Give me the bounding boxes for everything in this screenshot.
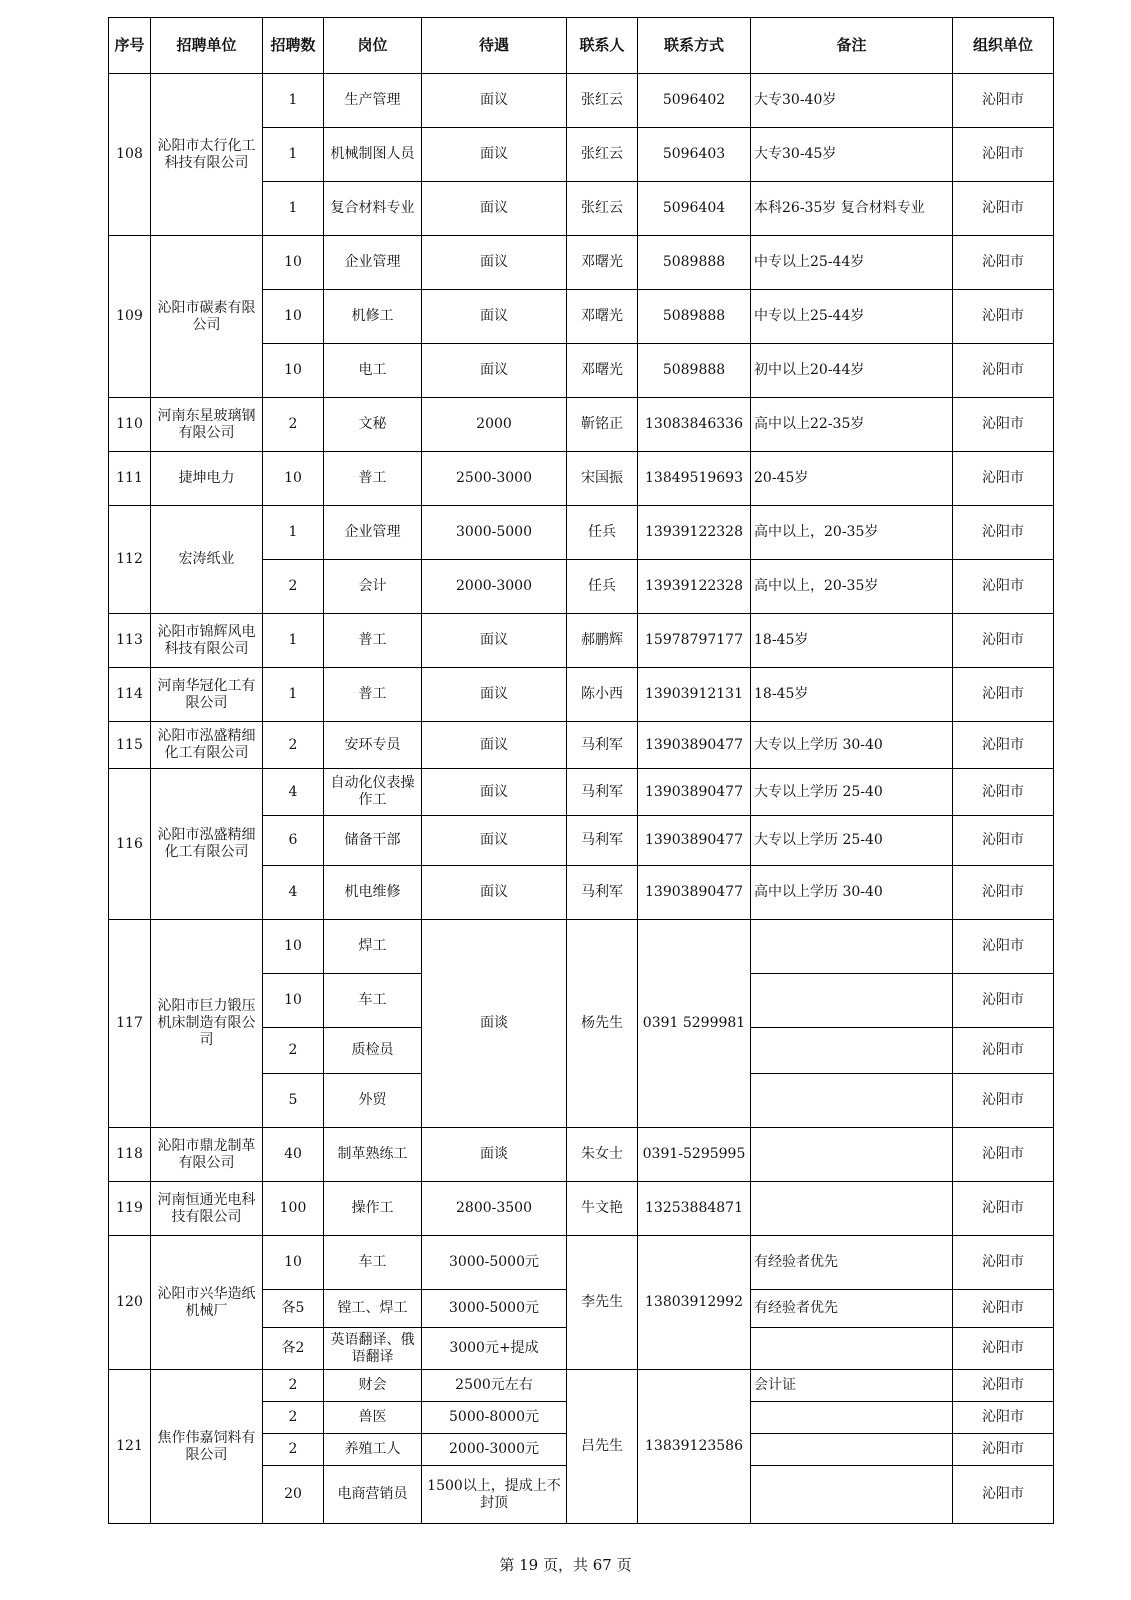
remarks: 大专30-40岁 bbox=[751, 74, 953, 128]
remarks: 高中以上22-35岁 bbox=[751, 398, 953, 452]
contact-person: 宋国振 bbox=[567, 452, 638, 506]
contact-phone: 5089888 bbox=[638, 290, 751, 344]
organizer: 沁阳市 bbox=[953, 452, 1054, 506]
remarks bbox=[751, 1434, 953, 1466]
hire-count: 6 bbox=[263, 816, 324, 866]
salary: 1500以上，提成上不封顶 bbox=[422, 1466, 567, 1524]
organizer: 沁阳市 bbox=[953, 398, 1054, 452]
salary: 面议 bbox=[422, 816, 567, 866]
salary: 2000-3000元 bbox=[422, 1434, 567, 1466]
hire-count: 20 bbox=[263, 1466, 324, 1524]
position-name: 电工 bbox=[324, 344, 422, 398]
hire-count: 各5 bbox=[263, 1290, 324, 1328]
contact-phone: 13939122328 bbox=[638, 560, 751, 614]
table-row bbox=[109, 398, 1054, 452]
salary: 2500元左右 bbox=[422, 1370, 567, 1402]
hire-count: 1 bbox=[263, 614, 324, 668]
col-post-header: 岗位 bbox=[324, 18, 422, 74]
page-footer: 第 19 页，共 67 页 bbox=[499, 1556, 632, 1574]
position-name: 机修工 bbox=[324, 290, 422, 344]
salary: 面议 bbox=[422, 236, 567, 290]
contact-person: 牛文艳 bbox=[567, 1182, 638, 1236]
row-number: 121 bbox=[109, 1370, 151, 1524]
organizer: 沁阳市 bbox=[953, 1074, 1054, 1128]
organizer: 沁阳市 bbox=[953, 1370, 1054, 1402]
remarks: 大专以上学历 25-40 bbox=[751, 816, 953, 866]
remarks: 有经验者优先 bbox=[751, 1290, 953, 1328]
organizer: 沁阳市 bbox=[953, 506, 1054, 560]
organizer: 沁阳市 bbox=[953, 866, 1054, 920]
hire-count: 10 bbox=[263, 920, 324, 974]
salary: 面议 bbox=[422, 182, 567, 236]
organizer: 沁阳市 bbox=[953, 344, 1054, 398]
hire-count: 2 bbox=[263, 1402, 324, 1434]
hire-count: 1 bbox=[263, 128, 324, 182]
company-name: 沁阳市兴华造纸机械厂 bbox=[151, 1236, 263, 1370]
remarks: 中专以上25-44岁 bbox=[751, 290, 953, 344]
organizer: 沁阳市 bbox=[953, 1328, 1054, 1370]
table-row bbox=[109, 769, 1054, 816]
contact-person: 邓曙光 bbox=[567, 236, 638, 290]
table-row bbox=[109, 920, 1054, 974]
position-name: 焊工 bbox=[324, 920, 422, 974]
hire-count: 40 bbox=[263, 1128, 324, 1182]
position-name: 文秘 bbox=[324, 398, 422, 452]
contact-phone: 5096402 bbox=[638, 74, 751, 128]
contact-person: 邓曙光 bbox=[567, 290, 638, 344]
contact-phone: 13903912131 bbox=[638, 668, 751, 722]
contact-phone: 13939122328 bbox=[638, 506, 751, 560]
salary: 面议 bbox=[422, 614, 567, 668]
position-name: 机械制图人员 bbox=[324, 128, 422, 182]
remarks: 中专以上25-44岁 bbox=[751, 236, 953, 290]
contact-phone: 13253884871 bbox=[638, 1182, 751, 1236]
table-row bbox=[109, 452, 1054, 506]
position-name: 生产管理 bbox=[324, 74, 422, 128]
company-name: 河南华冠化工有限公司 bbox=[151, 668, 263, 722]
salary: 面议 bbox=[422, 668, 567, 722]
col-no-header: 序号 bbox=[109, 18, 151, 74]
table-row bbox=[109, 1128, 1054, 1182]
hire-count: 4 bbox=[263, 866, 324, 920]
hire-count: 10 bbox=[263, 452, 324, 506]
remarks bbox=[751, 974, 953, 1028]
remarks: 高中以上，20-35岁 bbox=[751, 560, 953, 614]
remarks: 初中以上20-44岁 bbox=[751, 344, 953, 398]
contact-person: 马利军 bbox=[567, 769, 638, 816]
position-name: 企业管理 bbox=[324, 236, 422, 290]
contact-person: 朱女士 bbox=[567, 1128, 638, 1182]
table-row bbox=[109, 668, 1054, 722]
contact-phone: 0391-5295995 bbox=[638, 1128, 751, 1182]
position-name: 质检员 bbox=[324, 1028, 422, 1074]
remarks bbox=[751, 1182, 953, 1236]
organizer: 沁阳市 bbox=[953, 974, 1054, 1028]
contact-person: 郝鹏辉 bbox=[567, 614, 638, 668]
organizer: 沁阳市 bbox=[953, 290, 1054, 344]
remarks bbox=[751, 1128, 953, 1182]
salary: 3000元+提成 bbox=[422, 1328, 567, 1370]
position-name: 镗工、焊工 bbox=[324, 1290, 422, 1328]
organizer: 沁阳市 bbox=[953, 1290, 1054, 1328]
remarks bbox=[751, 920, 953, 974]
contact-phone: 5089888 bbox=[638, 236, 751, 290]
remarks: 高中以上，20-35岁 bbox=[751, 506, 953, 560]
salary: 面议 bbox=[422, 722, 567, 769]
hire-count: 2 bbox=[263, 722, 324, 769]
organizer: 沁阳市 bbox=[953, 1402, 1054, 1434]
remarks: 18-45岁 bbox=[751, 614, 953, 668]
position-name: 养殖工人 bbox=[324, 1434, 422, 1466]
salary: 面议 bbox=[422, 290, 567, 344]
contact-person: 张红云 bbox=[567, 128, 638, 182]
row-number: 116 bbox=[109, 769, 151, 920]
position-name: 企业管理 bbox=[324, 506, 422, 560]
hire-count: 2 bbox=[263, 1434, 324, 1466]
organizer: 沁阳市 bbox=[953, 1434, 1054, 1466]
salary: 面谈 bbox=[422, 920, 567, 1128]
remarks bbox=[751, 1328, 953, 1370]
hire-count: 1 bbox=[263, 182, 324, 236]
col-count-header: 招聘数 bbox=[263, 18, 324, 74]
row-number: 119 bbox=[109, 1182, 151, 1236]
contact-phone: 5096403 bbox=[638, 128, 751, 182]
remarks bbox=[751, 1074, 953, 1128]
hire-count: 2 bbox=[263, 560, 324, 614]
position-name: 制革熟练工 bbox=[324, 1128, 422, 1182]
contact-phone: 15978797177 bbox=[638, 614, 751, 668]
contact-phone: 13849519693 bbox=[638, 452, 751, 506]
position-name: 会计 bbox=[324, 560, 422, 614]
remarks: 20-45岁 bbox=[751, 452, 953, 506]
organizer: 沁阳市 bbox=[953, 128, 1054, 182]
remarks: 有经验者优先 bbox=[751, 1236, 953, 1290]
row-number: 115 bbox=[109, 722, 151, 769]
salary: 3000-5000元 bbox=[422, 1236, 567, 1290]
contact-phone: 13903890477 bbox=[638, 722, 751, 769]
remarks bbox=[751, 1466, 953, 1524]
contact-phone: 13083846336 bbox=[638, 398, 751, 452]
salary: 2000-3000 bbox=[422, 560, 567, 614]
contact-person: 张红云 bbox=[567, 182, 638, 236]
hire-count: 各2 bbox=[263, 1328, 324, 1370]
contact-phone: 5096404 bbox=[638, 182, 751, 236]
contact-person: 吕先生 bbox=[567, 1370, 638, 1524]
position-name: 车工 bbox=[324, 1236, 422, 1290]
contact-person: 马利军 bbox=[567, 866, 638, 920]
organizer: 沁阳市 bbox=[953, 236, 1054, 290]
position-name: 储备干部 bbox=[324, 816, 422, 866]
salary: 2800-3500 bbox=[422, 1182, 567, 1236]
contact-person: 张红云 bbox=[567, 74, 638, 128]
row-number: 120 bbox=[109, 1236, 151, 1370]
company-name: 沁阳市泓盛精细化工有限公司 bbox=[151, 769, 263, 920]
contact-phone: 13903890477 bbox=[638, 769, 751, 816]
contact-person: 李先生 bbox=[567, 1236, 638, 1370]
contact-phone: 13903890477 bbox=[638, 816, 751, 866]
hire-count: 10 bbox=[263, 344, 324, 398]
row-number: 117 bbox=[109, 920, 151, 1128]
position-name: 兽医 bbox=[324, 1402, 422, 1434]
table-row bbox=[109, 1236, 1054, 1290]
col-pay-header: 待遇 bbox=[422, 18, 567, 74]
remarks: 本科26-35岁 复合材料专业 bbox=[751, 182, 953, 236]
company-name: 河南恒通光电科技有限公司 bbox=[151, 1182, 263, 1236]
position-name: 英语翻译、俄语翻译 bbox=[324, 1328, 422, 1370]
row-number: 112 bbox=[109, 506, 151, 614]
company-name: 沁阳市泓盛精细化工有限公司 bbox=[151, 722, 263, 769]
table-row bbox=[109, 506, 1054, 560]
contact-phone: 5089888 bbox=[638, 344, 751, 398]
remarks: 会计证 bbox=[751, 1370, 953, 1402]
company-name: 沁阳市锦辉风电科技有限公司 bbox=[151, 614, 263, 668]
hire-count: 10 bbox=[263, 236, 324, 290]
organizer: 沁阳市 bbox=[953, 74, 1054, 128]
organizer: 沁阳市 bbox=[953, 920, 1054, 974]
organizer: 沁阳市 bbox=[953, 1466, 1054, 1524]
organizer: 沁阳市 bbox=[953, 614, 1054, 668]
contact-person: 任兵 bbox=[567, 506, 638, 560]
organizer: 沁阳市 bbox=[953, 769, 1054, 816]
company-name: 沁阳市太行化工科技有限公司 bbox=[151, 74, 263, 236]
organizer: 沁阳市 bbox=[953, 1128, 1054, 1182]
position-name: 机电维修 bbox=[324, 866, 422, 920]
position-name: 财会 bbox=[324, 1370, 422, 1402]
position-name: 安环专员 bbox=[324, 722, 422, 769]
salary: 3000-5000 bbox=[422, 506, 567, 560]
contact-phone: 13903890477 bbox=[638, 866, 751, 920]
contact-phone: 13803912992 bbox=[638, 1236, 751, 1370]
position-name: 普工 bbox=[324, 614, 422, 668]
organizer: 沁阳市 bbox=[953, 182, 1054, 236]
remarks bbox=[751, 1028, 953, 1074]
row-number: 113 bbox=[109, 614, 151, 668]
table-row bbox=[109, 614, 1054, 668]
hire-count: 10 bbox=[263, 974, 324, 1028]
organizer: 沁阳市 bbox=[953, 668, 1054, 722]
salary: 3000-5000元 bbox=[422, 1290, 567, 1328]
row-number: 110 bbox=[109, 398, 151, 452]
table-row bbox=[109, 1370, 1054, 1402]
organizer: 沁阳市 bbox=[953, 722, 1054, 769]
remarks: 18-45岁 bbox=[751, 668, 953, 722]
company-name: 沁阳市碳素有限公司 bbox=[151, 236, 263, 398]
row-number: 111 bbox=[109, 452, 151, 506]
table-row bbox=[109, 1182, 1054, 1236]
contact-person: 靳铭正 bbox=[567, 398, 638, 452]
hire-count: 1 bbox=[263, 506, 324, 560]
organizer: 沁阳市 bbox=[953, 1028, 1054, 1074]
hire-count: 2 bbox=[263, 1370, 324, 1402]
col-company-header: 招聘单位 bbox=[151, 18, 263, 74]
col-phone-header: 联系方式 bbox=[638, 18, 751, 74]
organizer: 沁阳市 bbox=[953, 560, 1054, 614]
salary: 5000-8000元 bbox=[422, 1402, 567, 1434]
company-name: 沁阳市鼎龙制革有限公司 bbox=[151, 1128, 263, 1182]
company-name: 河南东星玻璃钢有限公司 bbox=[151, 398, 263, 452]
remarks: 大专以上学历 30-40 bbox=[751, 722, 953, 769]
salary: 面谈 bbox=[422, 1128, 567, 1182]
remarks: 高中以上学历 30-40 bbox=[751, 866, 953, 920]
salary: 面议 bbox=[422, 866, 567, 920]
row-number: 118 bbox=[109, 1128, 151, 1182]
position-name: 普工 bbox=[324, 668, 422, 722]
salary: 面议 bbox=[422, 344, 567, 398]
remarks: 大专以上学历 25-40 bbox=[751, 769, 953, 816]
header-row bbox=[109, 18, 1054, 74]
row-number: 108 bbox=[109, 74, 151, 236]
contact-person: 邓曙光 bbox=[567, 344, 638, 398]
hire-count: 10 bbox=[263, 290, 324, 344]
salary: 面议 bbox=[422, 769, 567, 816]
table-body bbox=[109, 74, 1054, 1524]
position-name: 操作工 bbox=[324, 1182, 422, 1236]
table-row bbox=[109, 722, 1054, 769]
salary: 2500-3000 bbox=[422, 452, 567, 506]
hire-count: 2 bbox=[263, 1028, 324, 1074]
row-number: 114 bbox=[109, 668, 151, 722]
col-org-header: 组织单位 bbox=[953, 18, 1054, 74]
hire-count: 100 bbox=[263, 1182, 324, 1236]
hire-count: 4 bbox=[263, 769, 324, 816]
company-name: 焦作伟嘉饲料有限公司 bbox=[151, 1370, 263, 1524]
remarks bbox=[751, 1402, 953, 1434]
hire-count: 1 bbox=[263, 74, 324, 128]
recruitment-table bbox=[108, 17, 1054, 1524]
position-name: 普工 bbox=[324, 452, 422, 506]
contact-person: 陈小西 bbox=[567, 668, 638, 722]
position-name: 车工 bbox=[324, 974, 422, 1028]
contact-person: 杨先生 bbox=[567, 920, 638, 1128]
table-row bbox=[109, 74, 1054, 128]
organizer: 沁阳市 bbox=[953, 1236, 1054, 1290]
position-name: 自动化仪表操作工 bbox=[324, 769, 422, 816]
salary: 面议 bbox=[422, 128, 567, 182]
col-note-header: 备注 bbox=[751, 18, 953, 74]
contact-phone: 0391 5299981 bbox=[638, 920, 751, 1128]
organizer: 沁阳市 bbox=[953, 816, 1054, 866]
position-name: 电商营销员 bbox=[324, 1466, 422, 1524]
hire-count: 5 bbox=[263, 1074, 324, 1128]
position-name: 复合材料专业 bbox=[324, 182, 422, 236]
contact-person: 马利军 bbox=[567, 722, 638, 769]
salary: 面议 bbox=[422, 74, 567, 128]
company-name: 捷坤电力 bbox=[151, 452, 263, 506]
table-row bbox=[109, 236, 1054, 290]
col-contact-header: 联系人 bbox=[567, 18, 638, 74]
salary: 2000 bbox=[422, 398, 567, 452]
company-name: 沁阳市巨力锻压机床制造有限公司 bbox=[151, 920, 263, 1128]
hire-count: 1 bbox=[263, 668, 324, 722]
row-number: 109 bbox=[109, 236, 151, 398]
contact-person: 任兵 bbox=[567, 560, 638, 614]
company-name: 宏涛纸业 bbox=[151, 506, 263, 614]
hire-count: 2 bbox=[263, 398, 324, 452]
contact-person: 马利军 bbox=[567, 816, 638, 866]
contact-phone: 13839123586 bbox=[638, 1370, 751, 1524]
position-name: 外贸 bbox=[324, 1074, 422, 1128]
organizer: 沁阳市 bbox=[953, 1182, 1054, 1236]
hire-count: 10 bbox=[263, 1236, 324, 1290]
remarks: 大专30-45岁 bbox=[751, 128, 953, 182]
